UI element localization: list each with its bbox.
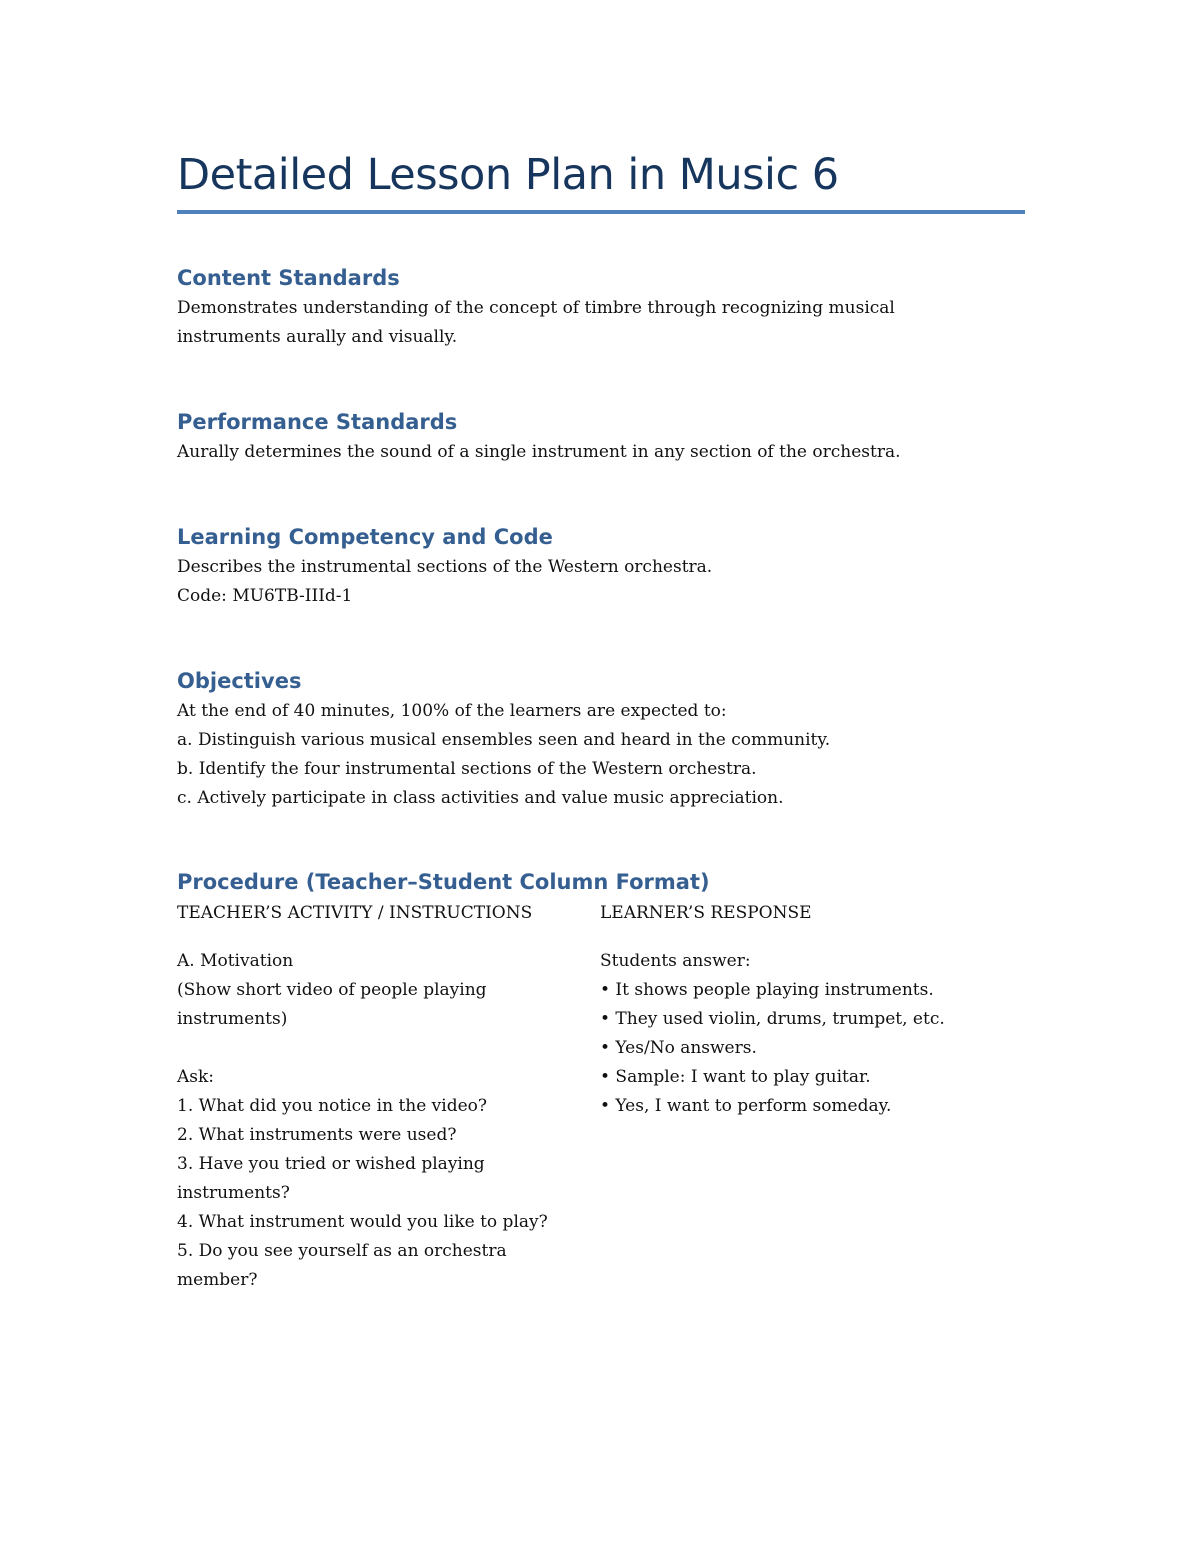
teacher-column-header: TEACHER’S ACTIVITY / INSTRUCTIONS bbox=[177, 903, 533, 923]
teacher-line: A. Motivation bbox=[177, 951, 294, 971]
learner-line: • Yes/No answers. bbox=[600, 1038, 757, 1058]
learner-column-header: LEARNER’S RESPONSE bbox=[600, 903, 812, 923]
learner-column bbox=[600, 899, 1020, 1121]
teacher-line: 2. What instruments were used? bbox=[177, 1125, 457, 1145]
objective-item: a. Distinguish various musical ensembles seen and heard in the community. bbox=[177, 730, 831, 750]
learner-line: • Yes, I want to perform someday. bbox=[600, 1096, 892, 1116]
procedure-section bbox=[177, 866, 1025, 1290]
teacher-line: 1. What did you notice in the video? bbox=[177, 1096, 488, 1116]
procedure-heading: Procedure (Teacher–Student Column Format) bbox=[177, 870, 710, 894]
title-underline bbox=[177, 210, 1025, 214]
learner-line: • Sample: I want to play guitar. bbox=[600, 1067, 871, 1087]
objectives-heading: Objectives bbox=[177, 669, 302, 693]
competency-code: Code: MU6TB-IIId-1 bbox=[177, 586, 353, 606]
teacher-line: 4. What instrument would you like to play? bbox=[177, 1212, 548, 1232]
teacher-line: (Show short video of people playing bbox=[177, 980, 487, 1000]
teacher-line: Ask: bbox=[177, 1067, 215, 1087]
objectives-intro: At the end of 40 minutes, 100% of the learners are expected to: bbox=[177, 701, 727, 721]
objective-item: c. Actively participate in class activities and value music appreciation. bbox=[177, 788, 784, 808]
performance-standards-line: Aurally determines the sound of a single instrument in any section of the orchestra. bbox=[177, 442, 901, 462]
objectives-section bbox=[177, 665, 1025, 813]
teacher-line: 3. Have you tried or wished playing bbox=[177, 1154, 485, 1174]
content-standards-line: Demonstrates understanding of the concept of timbre through recognizing musical bbox=[177, 298, 895, 318]
teacher-line: member? bbox=[177, 1270, 258, 1290]
learner-line: Students answer: bbox=[600, 951, 751, 971]
objective-item: b. Identify the four instrumental sections of the Western orchestra. bbox=[177, 759, 757, 779]
content-standards-line: instruments aurally and visually. bbox=[177, 327, 458, 347]
document-title: Detailed Lesson Plan in Music 6 bbox=[177, 150, 839, 200]
learning-competency-section bbox=[177, 521, 1025, 611]
learner-line: • It shows people playing instruments. bbox=[600, 980, 934, 1000]
learner-line: • They used violin, drums, trumpet, etc. bbox=[600, 1009, 945, 1029]
content-standards-section bbox=[177, 262, 1025, 352]
performance-standards-section bbox=[177, 406, 1025, 467]
learning-competency-heading: Learning Competency and Code bbox=[177, 525, 553, 549]
performance-standards-heading: Performance Standards bbox=[177, 410, 458, 434]
learning-competency-line: Describes the instrumental sections of the Western orchestra. bbox=[177, 557, 713, 577]
content-standards-heading: Content Standards bbox=[177, 266, 400, 290]
teacher-line: instruments) bbox=[177, 1009, 288, 1029]
teacher-line: 5. Do you see yourself as an orchestra bbox=[177, 1241, 507, 1261]
teacher-column bbox=[177, 899, 577, 1295]
teacher-line: instruments? bbox=[177, 1183, 290, 1203]
document-page bbox=[177, 140, 1025, 1290]
